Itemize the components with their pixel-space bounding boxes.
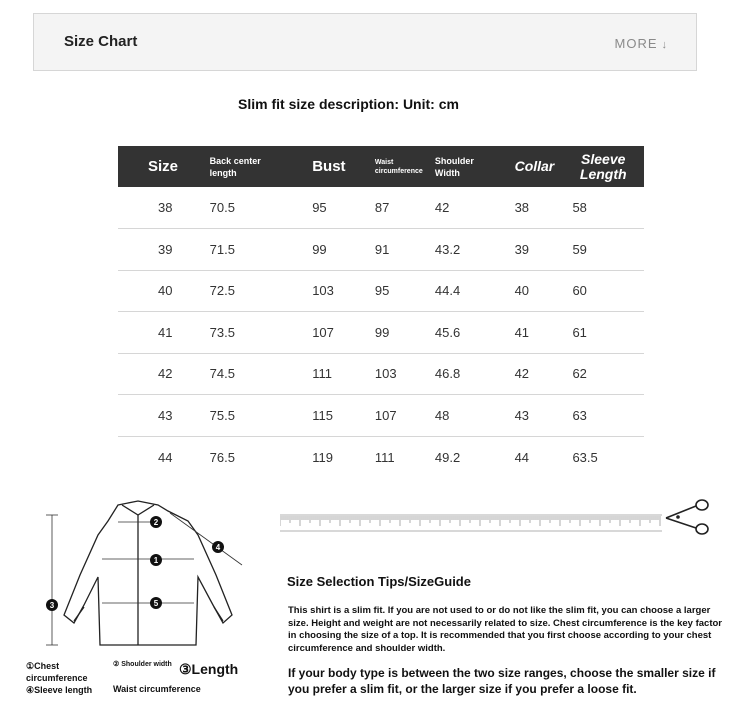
header-title: Size Chart [64, 33, 138, 50]
table-cell: 42 [434, 200, 450, 215]
marker-5: 5 [153, 599, 159, 608]
table-cell: 73.5 [209, 324, 235, 340]
table-cell: 38 [158, 200, 173, 215]
scissors-icon [662, 498, 712, 538]
table-cell: 62 [572, 366, 587, 382]
measure-lines [46, 513, 242, 645]
table-cell: 103 [374, 366, 397, 382]
table-row [118, 270, 644, 312]
table-cell: 44 [514, 449, 530, 465]
table-row [118, 229, 644, 271]
table-cell: 115 [312, 407, 333, 423]
marker-2: 2 [153, 518, 159, 527]
table-cell: 49.2 [434, 449, 461, 465]
table-header-row [118, 146, 644, 187]
marker-4: 4 [215, 543, 221, 552]
table-cell: 74.5 [209, 366, 235, 382]
size-chart-header [33, 13, 697, 71]
more-label[interactable]: MORE [614, 36, 658, 51]
table-cell: 63 [572, 407, 587, 423]
table-cell: 107 [374, 407, 397, 423]
table-cell: 95 [374, 283, 390, 299]
table-row [118, 312, 644, 354]
table-row [118, 187, 644, 229]
header-shoulder-width: Shoulder Width [434, 155, 474, 178]
table-cell: 91 [374, 241, 390, 257]
tips-body: This shirt is a slim fit. If you are not used to or do not like the slim fit, you can choose a larger size. Height and weight are not necessarily related to size. Chest circumference is the key factor in choosing the size of a top. It is recommended that you first choose according to your chest circumference and shoulder width. [288, 605, 722, 654]
table-cell: 44.4 [434, 283, 461, 299]
table-cell: 40 [514, 283, 530, 299]
table-cell: 107 [312, 324, 334, 340]
header-sleeve-length: Sleeve Length [579, 150, 627, 182]
table-cell: 75.5 [209, 407, 235, 423]
legend-waist: Waist circumference [113, 684, 201, 694]
header-bust: Bust [312, 158, 346, 175]
table-cell: 111 [374, 449, 395, 465]
table-cell: 70.5 [209, 200, 235, 215]
table-cell: 44 [158, 449, 173, 465]
size-table [118, 146, 644, 478]
tips-title: Size Selection Tips/SizeGuide [287, 574, 471, 589]
header-back-center-length: Back center length [209, 155, 261, 178]
table-cell: 103 [312, 283, 334, 299]
legend-length: ③Length [179, 661, 239, 677]
table-cell: 38 [514, 200, 530, 215]
table-row [118, 395, 644, 437]
table-cell: 46.8 [434, 366, 461, 382]
shirt-diagram [18, 495, 263, 655]
table-cell: 58 [572, 200, 587, 215]
header-collar: Collar [514, 158, 555, 174]
legend-sleeve: ④Sleeve length [26, 685, 93, 695]
table-cell: 48 [434, 407, 450, 423]
table-cell: 42 [158, 366, 173, 382]
legend-chest: ①Chest circumference [26, 661, 88, 683]
table-cell: 45.6 [434, 324, 461, 340]
header-size: Size [148, 158, 179, 175]
table-cell: 59 [572, 241, 587, 257]
table-cell: 39 [514, 241, 530, 257]
tips-note: If your body type is between the two size ranges, choose the smaller size if you prefer a slim fit, or the larger size if you prefer a loose fit. [288, 666, 716, 696]
table-cell: 41 [514, 324, 530, 340]
table-row [118, 353, 644, 395]
table-cell: 42 [514, 366, 530, 382]
marker-1: 1 [153, 556, 159, 565]
table-row [118, 436, 644, 478]
table-cell: 119 [312, 449, 333, 465]
table-cell: 61 [572, 324, 587, 340]
table-cell: 72.5 [209, 283, 235, 299]
table-cell: 39 [158, 241, 173, 257]
table-cell: 43 [158, 407, 173, 423]
table-cell: 95 [312, 200, 327, 215]
table-subtitle: Slim fit size description: Unit: cm [238, 96, 459, 112]
table-cell: 71.5 [209, 241, 235, 257]
table-cell: 76.5 [209, 449, 235, 465]
table-cell: 99 [374, 324, 390, 340]
shirt-outline [64, 501, 232, 645]
table-cell: 63.5 [572, 449, 598, 465]
header-waist: Waist circumference [374, 158, 423, 175]
legend-shoulder: ② Shoulder width [113, 661, 172, 668]
table-cell: 60 [572, 283, 587, 299]
table-cell: 41 [158, 324, 173, 340]
table-cell: 111 [312, 366, 332, 382]
table-cell: 87 [374, 200, 390, 215]
tape-measure-graphic [280, 503, 662, 543]
table-cell: 43 [514, 407, 530, 423]
table-cell: 40 [158, 283, 173, 299]
down-arrow-icon[interactable]: ↓ [661, 39, 668, 51]
marker-3: 3 [49, 601, 55, 610]
more-link[interactable] [615, 36, 669, 51]
table-cell: 43.2 [434, 241, 461, 257]
table-cell: 99 [312, 241, 327, 257]
